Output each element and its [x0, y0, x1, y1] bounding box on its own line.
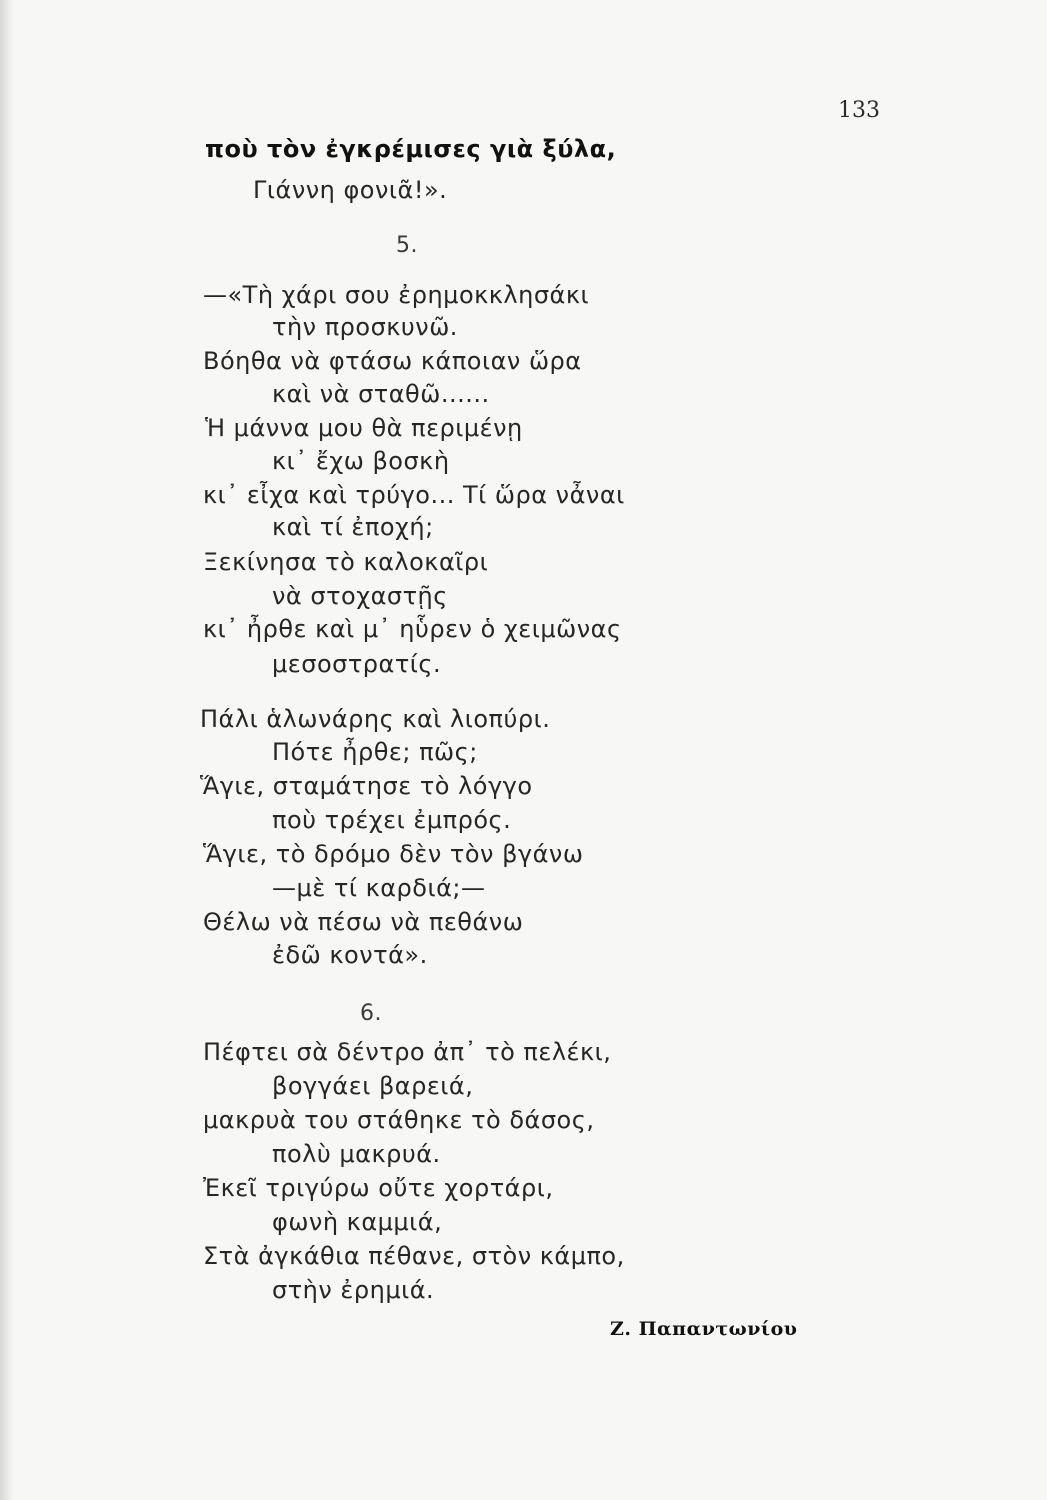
poem-line: Ἐκεῖ τριγύρω οὔτε χορτάρι,: [203, 1174, 554, 1202]
poem-line: φωνὴ καμμιά,: [272, 1208, 443, 1236]
poem-line: καὶ τί ἐποχή;: [272, 513, 434, 541]
page-number: 133: [838, 98, 880, 123]
poem-line: Ἡ μάννα μου θὰ περιμένῃ: [205, 414, 523, 442]
poem-line: μακρυὰ του στάθηκε τὸ δάσος,: [203, 1106, 595, 1134]
poem-line: νὰ στοχαστῇς: [272, 582, 448, 610]
section-number: 6.: [360, 1001, 382, 1026]
poem-line: Πέφτει σὰ δέντρο ἀπ᾽ τὸ πελέκι,: [203, 1038, 612, 1066]
poem-line: στὴν ἐρημιά.: [272, 1276, 435, 1304]
poem-line: κι᾽ ἔχω βοσκὴ: [272, 447, 450, 475]
poem-line: Πότε ἦρθε; πῶς;: [272, 738, 478, 766]
poem-line: Ἅγιε, τὸ δρόμο δὲν τὸν βγάνω: [203, 840, 584, 868]
poem-line: Ξεκίνησα τὸ καλοκαῖρι: [203, 548, 489, 576]
page-edge-shadow: [0, 0, 14, 1500]
poem-line: —μὲ τί καρδιά;—: [272, 874, 486, 902]
poem-line: βογγάει βαρειά,: [272, 1072, 474, 1100]
poem-line: Γιάννη φονιᾶ!».: [253, 176, 448, 204]
poem-line: Στὰ ἀγκάθια πέθανε, στὸν κάμπο,: [203, 1242, 625, 1270]
poem-line: Βόηθα νὰ φτάσω κάποιαν ὥρα: [203, 347, 582, 375]
poem-line: Θέλω νὰ πέσω νὰ πεθάνω: [203, 908, 524, 936]
poem-line: πολὺ μακρυά.: [272, 1140, 441, 1168]
poem-line: κι᾽ ἦρθε καὶ μ᾽ ηὗρεν ὁ χειμῶνας: [203, 615, 622, 643]
poem-line: Πάλι ἁλωνάρης καὶ λιοπύρι.: [200, 705, 551, 733]
poem-line: μεσοστρατίς.: [272, 650, 442, 678]
section-number: 5.: [396, 233, 418, 258]
poem-line: Ἅγιε, σταμάτησε τὸ λόγγο: [200, 772, 533, 800]
poem-line: ἐδῶ κοντά».: [272, 941, 428, 969]
poem-line: καὶ νὰ σταθῶ......: [272, 380, 490, 408]
author-signature: Ζ. Παπαντωνίου: [610, 1318, 798, 1340]
poem-line: ποὺ τὸν ἐγκρέμισες γιὰ ξύλα,: [205, 135, 617, 163]
poem-line: ποὺ τρέχει ἐμπρός.: [272, 806, 512, 834]
poem-line: —«Τὴ χάρι σου ἐρημοκκλησάκι: [203, 281, 590, 309]
poem-line: τὴν προσκυνῶ.: [272, 313, 458, 341]
poem-line: κι᾽ εἶχα καὶ τρύγο... Τί ὥρα νἆναι: [203, 481, 625, 509]
